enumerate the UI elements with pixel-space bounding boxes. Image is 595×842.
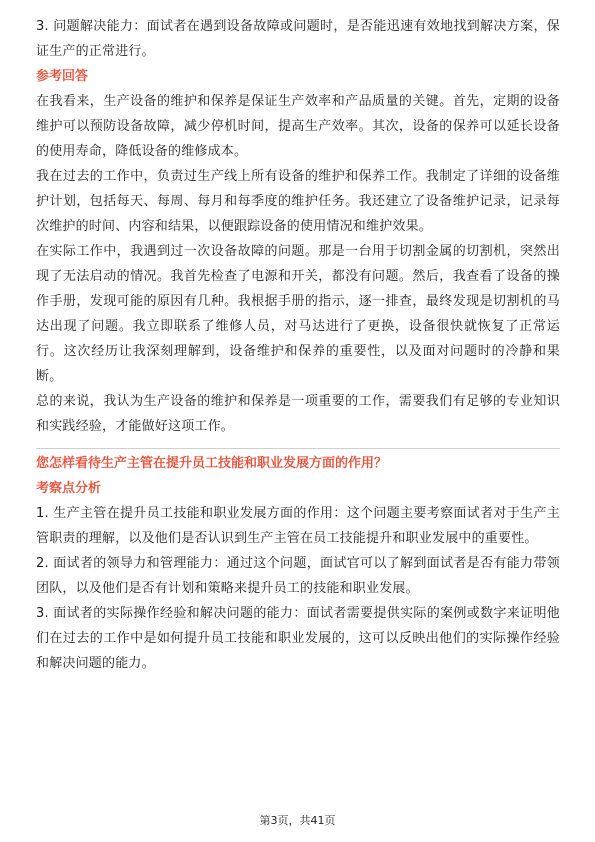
analysis-point-2: 2. 面试者的领导力和管理能力：通过这个问题，面试官可以了解到面试者是否有能力带领团队，以及他们是否有计划和策略来提升员工的技能和职业发展。	[36, 556, 560, 596]
page-footer	[0, 812, 595, 828]
section-divider	[36, 448, 560, 449]
analysis-point-1: 1. 生产主管在提升员工技能和职业发展方面的作用：这个问题主要考察面试者对于生产主管职责的理解，以及他们是否认识到生产主管在员工技能提升和职业发展中的重要性。	[36, 506, 560, 546]
analysis-point-3: 3. 面试者的实际操作经验和解决问题的能力：面试者需要提供实际的案例或数字来证明他们在过去的工作中是如何提升员工技能和职业发展的，这可以反映出他们的实际操作经验和解决问题的能力。	[36, 606, 560, 671]
question-title: 您怎样看待生产主管在提升员工技能和职业发展方面的作用？	[36, 456, 388, 471]
answer-para-3: 在实际工作中，我遇到过一次设备故障的问题。那是一台用于切割金属的切割机，突然出现了无法启动的情况。我首先检查了电源和开关，都没有问题。然后，我查看了设备的操作手册，发现可能的原因有几种。我根据手册的指示，逐一排查，最终发现是切割机的马达出现了问题。我立即联系了维修人员，对马达进行了更换，设备很快就恢复了正常运行。这次经历让我深刻理解到，设备维护和保养的重要性，以及面对问题时的冷静和果断。	[36, 244, 560, 384]
point-3-problem-solving: 3. 问题解决能力：面试者在遇到设备故障或问题时，是否能迅速有效地找到解决方案，保证生产的正常进行。	[36, 19, 560, 59]
page-number: 第3页，共41页	[259, 814, 336, 827]
answer-para-4: 总的来说，我认为生产设备的维护和保养是一项重要的工作，需要我们有足够的专业知识和实践经验，才能做好这项工作。	[36, 394, 560, 434]
answer-para-2: 我在过去的工作中，负责过生产线上所有设备的维护和保养工作。我制定了详细的设备维护计划，包括每天、每周、每月和每季度的维护任务。我还建立了设备维护记录，记录每次维护的时间、内容和结果，以便跟踪设备的使用情况和维护效果。	[36, 169, 560, 234]
reference-answer-heading: 参考回答	[36, 69, 89, 84]
analysis-heading: 考察点分析	[36, 481, 102, 496]
page-content	[36, 14, 560, 676]
answer-para-1: 在我看来，生产设备的维护和保养是保证生产效率和产品质量的关键。首先，定期的设备维护可以预防设备故障，减少停机时间，提高生产效率。其次，设备的保养可以延长设备的使用寿命，降低设备的维修成本。	[36, 94, 560, 159]
